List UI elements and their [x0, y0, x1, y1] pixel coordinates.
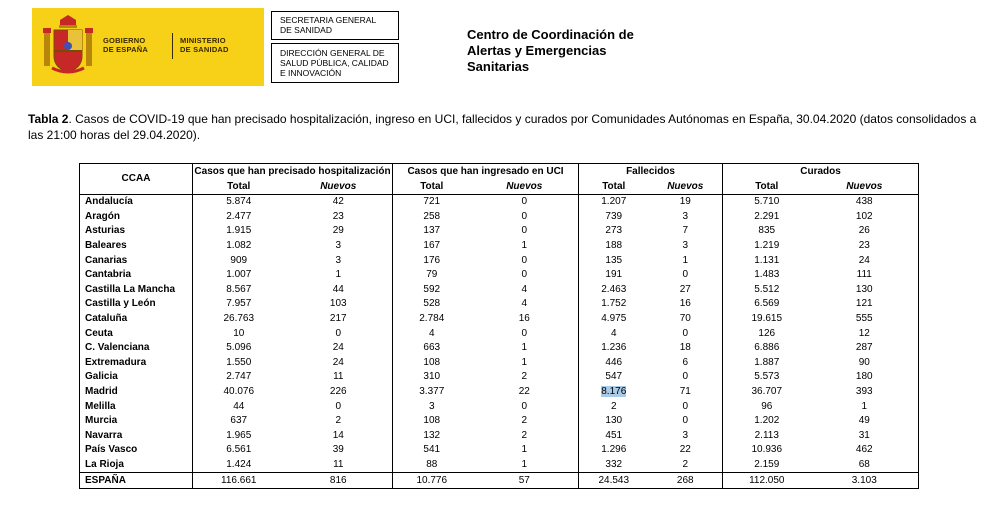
value-cell: 1.219 [723, 239, 811, 254]
value-cell: 0 [521, 269, 528, 281]
value-cell: 130 [579, 414, 649, 429]
value-cell: 393 [855, 386, 873, 398]
value-cell: 2 [521, 429, 528, 441]
ccaa-cell: Canarias [85, 254, 128, 266]
value-cell: 0 [682, 415, 689, 427]
total-value: 3.103 [811, 473, 919, 489]
value-cell: 16 [679, 298, 691, 310]
value-cell: 96 [723, 399, 811, 414]
value-cell: 310 [393, 370, 471, 385]
value-cell: 0 [521, 225, 528, 237]
value-cell: 19.615 [723, 312, 811, 327]
table-row [80, 414, 919, 429]
value-cell: 258 [393, 210, 471, 225]
value-cell: 528 [393, 297, 471, 312]
value-cell: 130 [855, 283, 873, 295]
value-cell: 4 [579, 326, 649, 341]
value-cell: 0 [335, 327, 342, 339]
table-row [80, 268, 919, 283]
value-cell: 103 [329, 298, 347, 310]
value-cell: 1.915 [193, 224, 285, 239]
value-cell: 31 [858, 429, 870, 441]
table-row [80, 312, 919, 327]
value-cell: 1 [521, 240, 528, 252]
value-cell: 438 [855, 196, 873, 208]
value-cell: 0 [521, 254, 528, 266]
value-cell: 3 [335, 240, 342, 252]
value-cell: 44 [332, 283, 344, 295]
value-cell: 44 [193, 399, 285, 414]
value-cell: 0 [521, 196, 528, 208]
value-cell: 5.512 [723, 283, 811, 298]
value-cell: 11 [333, 371, 344, 383]
value-cell: 22 [679, 444, 691, 456]
value-cell: 3 [335, 254, 342, 266]
value-cell: 108 [393, 356, 471, 371]
value-cell: 1.207 [579, 195, 649, 210]
table-row [80, 224, 919, 239]
value-cell: 2 [682, 458, 689, 470]
value-cell: 226 [329, 386, 347, 398]
value-cell: 49 [858, 415, 870, 427]
value-cell: 3.377 [393, 385, 471, 400]
value-cell: 2.477 [193, 210, 285, 225]
ccaa-cell: La Rioja [85, 458, 124, 470]
ccaa-cell: Asturias [85, 225, 126, 237]
ccaa-cell: País Vasco [85, 444, 138, 456]
value-cell: 1.550 [193, 356, 285, 371]
value-cell: 1.082 [193, 239, 285, 254]
value-cell: 24 [858, 254, 870, 266]
value-cell: 188 [579, 239, 649, 254]
value-cell: 71 [679, 386, 691, 398]
value-cell [579, 385, 649, 400]
value-cell: 6.569 [723, 297, 811, 312]
sub-new: Nuevos [649, 179, 723, 195]
value-cell: 111 [856, 269, 872, 281]
table-caption [28, 111, 978, 143]
value-cell: 0 [682, 371, 689, 383]
value-cell: 3 [682, 210, 689, 222]
secretaria-box: SECRETARIA GENERAL DE SANIDAD [271, 11, 399, 40]
value-cell: 451 [579, 429, 649, 444]
table-row [80, 385, 919, 400]
table-row [80, 283, 919, 298]
value-cell: 26 [858, 225, 870, 237]
caption-text: . Casos de COVID-19 que han precisado hospitalización, ingreso en UCI, fallecidos y curados por Comunidades Autónomas en España, 30.04.2020 (datos consolidados a las 21:00 horas del 29.04.2020). [28, 112, 977, 142]
value-cell: 22 [518, 386, 530, 398]
value-cell: 121 [855, 298, 873, 310]
value-cell: 70 [679, 313, 691, 325]
table-body [80, 195, 919, 473]
value-cell: 88 [393, 458, 471, 473]
value-cell: 11 [333, 458, 344, 470]
value-cell: 1 [521, 458, 528, 470]
ccaa-cell: Murcia [85, 415, 118, 427]
value-cell: 3 [682, 240, 689, 252]
value-cell: 721 [393, 195, 471, 210]
value-cell: 4 [393, 326, 471, 341]
value-cell: 2 [521, 415, 528, 427]
value-cell: 446 [579, 356, 649, 371]
total-value: 816 [285, 473, 393, 489]
value-cell: 176 [393, 253, 471, 268]
value-cell: 1.965 [193, 429, 285, 444]
value-cell: 10 [193, 326, 285, 341]
total-value: 10.776 [393, 473, 471, 489]
sub-total: Total [723, 179, 811, 195]
table-row [80, 253, 919, 268]
ccaa-cell: Galicia [85, 371, 118, 383]
ccaa-cell: Baleares [85, 240, 127, 252]
value-cell: 555 [855, 313, 873, 325]
total-value: 57 [471, 473, 579, 489]
ccaa-cell: Castilla y León [85, 298, 156, 310]
value-cell: 1.007 [193, 268, 285, 283]
value-cell: 27 [679, 283, 691, 295]
table-row [80, 341, 919, 356]
table-row [80, 356, 919, 371]
table-header [80, 164, 919, 195]
value-cell: 108 [393, 414, 471, 429]
value-cell: 909 [193, 253, 285, 268]
ccaa-cell: Navarra [85, 429, 123, 441]
value-cell: 2 [335, 415, 342, 427]
value-cell: 0 [335, 400, 342, 412]
value-cell: 14 [332, 429, 344, 441]
table-row [80, 429, 919, 444]
table-row [80, 370, 919, 385]
ccaa-cell: Aragón [85, 210, 120, 222]
table-row [80, 239, 919, 254]
value-cell: 36.707 [723, 385, 811, 400]
value-cell: 6 [682, 356, 689, 368]
value-cell: 137 [393, 224, 471, 239]
direccion-box: DIRECCIÓN GENERAL DE SALUD PÚBLICA, CALIDAD E INNOVACIÓN [271, 43, 399, 83]
value-cell: 2.159 [723, 458, 811, 473]
ccaa-cell: Madrid [85, 386, 118, 398]
ccaa-cell: C. Valenciana [85, 342, 150, 354]
value-cell: 4 [521, 283, 528, 295]
selected-text-highlight: 8.176 [601, 386, 627, 398]
value-cell: 1.131 [723, 253, 811, 268]
center-title: Centro de Coordinación de Alertas y Emergencias Sanitarias [467, 27, 634, 74]
value-cell: 739 [579, 210, 649, 225]
value-cell: 5.710 [723, 195, 811, 210]
ccaa-cell: Ceuta [85, 327, 113, 339]
value-cell: 90 [858, 356, 870, 368]
government-label: GOBIERNO DE ESPAÑA [103, 36, 149, 54]
value-cell: 40.076 [193, 385, 285, 400]
value-cell: 24 [332, 342, 344, 354]
covid-table [79, 163, 919, 489]
ccaa-header: CCAA [80, 164, 193, 195]
value-cell: 462 [855, 444, 873, 456]
sub-new: Nuevos [811, 179, 919, 195]
value-cell: 180 [855, 371, 873, 383]
total-value: 116.661 [193, 473, 285, 489]
value-cell: 2.463 [579, 283, 649, 298]
ccaa-cell: Melilla [85, 400, 116, 412]
value-cell: 12 [858, 327, 870, 339]
table-row [80, 399, 919, 414]
caption-label: Tabla 2 [28, 112, 69, 126]
value-cell: 167 [393, 239, 471, 254]
value-cell: 1.424 [193, 458, 285, 473]
value-cell: 42 [332, 196, 344, 208]
coat-of-arms-icon [42, 14, 94, 78]
value-cell: 1.236 [579, 341, 649, 356]
value-cell: 541 [393, 443, 471, 458]
table-row [80, 458, 919, 473]
value-cell: 3 [393, 399, 471, 414]
logo-divider [172, 33, 173, 59]
value-cell: 0 [521, 400, 528, 412]
total-row [80, 473, 919, 489]
value-cell: 135 [579, 253, 649, 268]
value-cell: 7.957 [193, 297, 285, 312]
value-cell: 39 [332, 444, 344, 456]
value-cell: 29 [332, 225, 344, 237]
sub-total: Total [393, 179, 471, 195]
value-cell: 132 [393, 429, 471, 444]
value-cell: 68 [858, 458, 870, 470]
value-cell: 7 [682, 225, 689, 237]
value-cell: 4.975 [579, 312, 649, 327]
value-cell: 5.874 [193, 195, 285, 210]
value-cell: 16 [518, 313, 530, 325]
value-cell: 287 [855, 342, 873, 354]
ccaa-cell: Andalucía [85, 196, 133, 208]
table-row [80, 210, 919, 225]
value-cell: 217 [329, 313, 347, 325]
value-cell: 0 [682, 327, 689, 339]
table-row [80, 195, 919, 210]
ccaa-cell: Castilla La Mancha [85, 283, 176, 295]
value-cell: 0 [682, 269, 689, 281]
group-curados: Curados [723, 164, 919, 180]
value-cell: 8.567 [193, 283, 285, 298]
value-cell: 126 [723, 326, 811, 341]
value-cell: 79 [393, 268, 471, 283]
ministry-label: MINISTERIO DE SANIDAD [180, 36, 229, 54]
ccaa-cell: Cataluña [85, 313, 128, 325]
value-cell: 0 [521, 210, 528, 222]
table-row [80, 326, 919, 341]
value-cell: 1.887 [723, 356, 811, 371]
value-cell: 5.573 [723, 370, 811, 385]
group-fallecidos: Fallecidos [579, 164, 723, 180]
value-cell: 2.291 [723, 210, 811, 225]
sub-total: Total [579, 179, 649, 195]
value-cell: 1 [682, 254, 689, 266]
value-cell: 332 [579, 458, 649, 473]
value-cell: 4 [521, 298, 528, 310]
value-cell: 23 [332, 210, 344, 222]
value-cell: 1 [861, 400, 868, 412]
value-cell: 19 [679, 196, 691, 208]
value-cell: 18 [679, 342, 691, 354]
value-cell: 0 [682, 400, 689, 412]
total-label: ESPAÑA [80, 473, 193, 489]
value-cell: 191 [579, 268, 649, 283]
total-value: 112.050 [723, 473, 811, 489]
value-cell: 1 [521, 342, 528, 354]
value-cell: 0 [521, 327, 528, 339]
table-row [80, 443, 919, 458]
total-value: 24.543 [579, 473, 649, 489]
value-cell: 1 [521, 444, 528, 456]
value-cell: 637 [193, 414, 285, 429]
value-cell: 1.296 [579, 443, 649, 458]
value-cell: 2.747 [193, 370, 285, 385]
value-cell: 6.561 [193, 443, 285, 458]
group-uci: Casos que han ingresado en UCI [393, 164, 579, 180]
value-cell: 663 [393, 341, 471, 356]
value-cell: 1 [335, 269, 342, 281]
sub-new: Nuevos [471, 179, 579, 195]
value-cell: 592 [393, 283, 471, 298]
table-row [80, 297, 919, 312]
value-cell: 2 [579, 399, 649, 414]
value-cell: 26.763 [193, 312, 285, 327]
ccaa-cell: Extremadura [85, 356, 147, 368]
value-cell: 23 [858, 240, 870, 252]
value-cell: 835 [723, 224, 811, 239]
value-cell: 5.096 [193, 341, 285, 356]
total-value: 268 [649, 473, 723, 489]
value-cell: 24 [332, 356, 344, 368]
value-cell: 1.752 [579, 297, 649, 312]
sub-new: Nuevos [285, 179, 393, 195]
value-cell: 3 [682, 429, 689, 441]
sub-total: Total [193, 179, 285, 195]
value-cell: 102 [855, 210, 873, 222]
value-cell: 2.784 [393, 312, 471, 327]
value-cell: 547 [579, 370, 649, 385]
value-cell: 10.936 [723, 443, 811, 458]
value-cell: 1.483 [723, 268, 811, 283]
value-cell: 2 [521, 371, 528, 383]
value-cell: 6.886 [723, 341, 811, 356]
value-cell: 273 [579, 224, 649, 239]
value-cell: 2.113 [723, 429, 811, 444]
value-cell: 1 [521, 356, 528, 368]
ccaa-cell: Cantabria [85, 269, 132, 281]
value-cell: 1.202 [723, 414, 811, 429]
group-hospitalizacion: Casos que han precisado hospitalización [193, 164, 393, 180]
